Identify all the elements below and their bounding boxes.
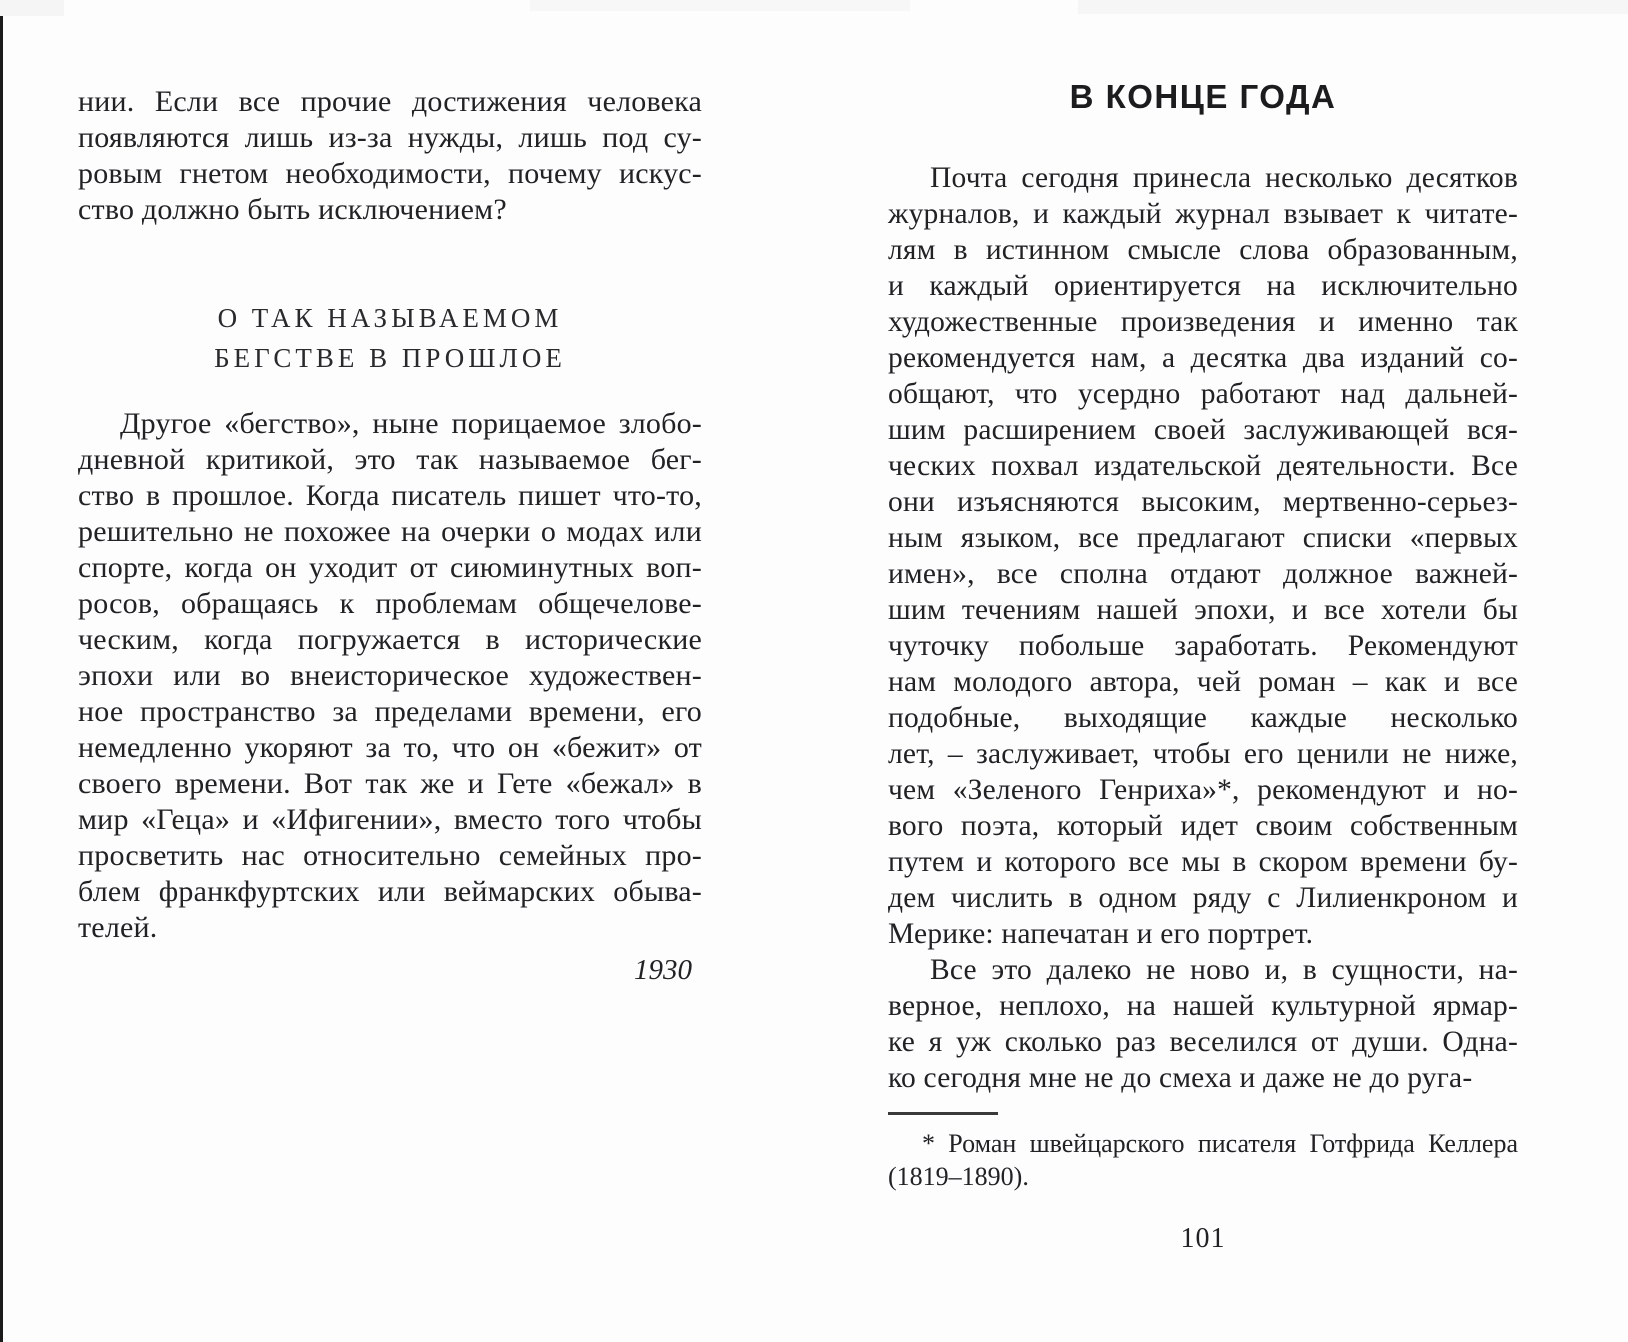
- text-line: путем и которого все мы в скором времени бу-: [888, 846, 1518, 878]
- left-paragraph-1: [78, 84, 702, 228]
- page-number: 101: [1180, 1223, 1226, 1254]
- scan-artifact: [1078, 0, 1628, 14]
- text-line: ческих похвал издательской деятельности. Все: [888, 450, 1518, 482]
- page-edge-line: [0, 0, 3, 1342]
- text-line: Все это далеко не ново и, в сущности, на-: [930, 954, 1518, 986]
- text-line: шим расширением своей заслуживающей вся-: [888, 414, 1518, 446]
- text-line: художественные произведения и именно так: [888, 306, 1518, 338]
- text-line: телей.: [78, 911, 158, 944]
- text-line: блем франкфуртских или веймарских обыва-: [78, 875, 702, 908]
- text-line: верное, неплохо, на нашей культурной ярмар-: [888, 990, 1518, 1022]
- text-line: общают, что усердно работают над дальней-: [888, 378, 1518, 410]
- text-line: Почта сегодня принесла несколько десятков: [930, 162, 1518, 194]
- footnote-rule: [888, 1112, 998, 1115]
- text-line: они изъясняются высоким, мертвенно-серьез-: [888, 486, 1518, 518]
- left-page-column: [78, 84, 702, 987]
- text-line: ке я уж сколько раз веселился от души. Одна-: [888, 1026, 1518, 1058]
- text-line: нам молодого автора, чей роман – как и все: [888, 666, 1518, 698]
- text-line: ство в прошлое. Когда писатель пишет что-то,: [78, 479, 702, 512]
- date-stamp: 1930: [634, 954, 692, 986]
- text-line: чем «Зеленого Генриха»*, рекомендуют и но-: [888, 774, 1518, 806]
- text-line: просветить нас относительно семейных про-: [78, 839, 702, 872]
- text-line: эпохи или во внеисторическое художествен-: [78, 659, 702, 692]
- scan-artifact: [0, 0, 64, 16]
- section-heading: [78, 298, 702, 378]
- text-line: ческим, когда погружается в исторические: [78, 623, 702, 656]
- text-line: Другое «бегство», ныне порицаемое злобо-: [120, 407, 702, 440]
- text-line: чуточку побольше заработать. Рекомендуют: [888, 630, 1518, 662]
- text-line: ко сегодня мне не до смеха и даже не до руга-: [888, 1062, 1473, 1094]
- text-line: ное пространство за пределами времени, его: [78, 695, 702, 728]
- text-line: ным языком, все предлагают списки «первых: [888, 522, 1518, 554]
- scan-artifact: [530, 0, 910, 11]
- right-paragraph-2: [888, 952, 1518, 1096]
- footnote: [888, 1127, 1518, 1193]
- text-line: дем числить в одном ряду с Лилиенкроном и: [888, 882, 1518, 914]
- text-line: немедленно укоряют за то, что он «бежит» от: [78, 731, 702, 764]
- text-line: рекомендуется нам, а десятка два изданий со-: [888, 342, 1518, 374]
- text-line: журналов, и каждый журнал взывает к читате-: [888, 198, 1518, 230]
- text-line: ство должно быть исключением?: [78, 193, 507, 226]
- text-line: дневной критикой, это так называемое бег-: [78, 443, 702, 476]
- text-line: вого поэта, который идет своим собственным: [888, 810, 1518, 842]
- text-line: * Роман швейцарского писателя Готфрида Келлера: [922, 1129, 1518, 1158]
- text-line: лям в истинном смысле слова образованным,: [888, 234, 1518, 266]
- text-line: шим течениям нашей эпохи, и все хотели бы: [888, 594, 1518, 626]
- text-line: мир «Геца» и «Ифигении», вместо того чтобы: [78, 803, 702, 836]
- text-line: решительно не похожее на очерки о модах или: [78, 515, 702, 548]
- section-heading-line-1: О ТАК НАЗЫВАЕМОМ: [217, 303, 563, 333]
- section-heading-line-2: БЕГСТВЕ В ПРОШЛОЕ: [214, 343, 566, 373]
- text-line: ровым гнетом необходимости, почему искус-: [78, 157, 702, 190]
- text-line: и каждый ориентируется на исключительно: [888, 270, 1518, 302]
- text-line: лет, – заслуживает, чтобы его ценили не ниже,: [888, 738, 1518, 770]
- text-line: подобные, выходящие каждые несколько: [888, 702, 1518, 734]
- right-page-column: [888, 78, 1518, 1255]
- text-line: нии. Если все прочие достижения человека: [78, 85, 702, 118]
- essay-title: В КОНЦЕ ГОДА: [1069, 78, 1337, 115]
- text-line: Мерике: напечатан и его портрет.: [888, 918, 1314, 950]
- text-line: росов, обращаясь к проблемам общечелове-: [78, 587, 702, 620]
- text-line: появляются лишь из-за нужды, лишь под су-: [78, 121, 702, 154]
- text-line: спорте, когда он уходит от сиюминутных воп-: [78, 551, 702, 584]
- text-line: (1819–1890).: [888, 1162, 1029, 1191]
- text-line: имен», все сполна отдают должное важней-: [888, 558, 1518, 590]
- text-line: своего времени. Вот так же и Гете «бежал» в: [78, 767, 702, 800]
- right-paragraph-1: [888, 160, 1518, 952]
- left-paragraph-2: [78, 406, 702, 946]
